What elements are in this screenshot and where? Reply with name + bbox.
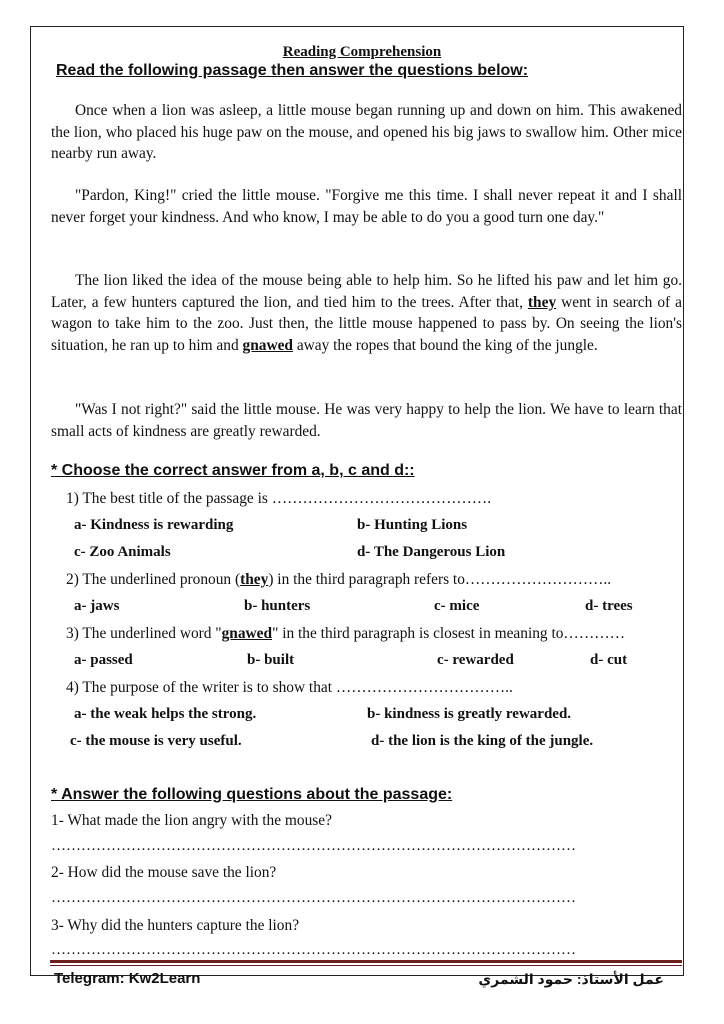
q2-option-d: d- trees [585, 598, 633, 614]
q3-underlined-word: gnawed [221, 625, 273, 642]
mcq-question-1: 1) The best title of the passage is ……………………………………. [66, 490, 492, 507]
answer-line-1: …………………………………………………………………………………………… [51, 838, 576, 854]
q2-underlined-word: they [240, 571, 269, 588]
q3-text-post: " in the third paragraph is closest in meaning to………… [272, 625, 625, 642]
paragraph-2-text: "Pardon, King!" cried the little mouse. "Forgive me this time. I shall never repeat it and I shall never forget your kindness. And who know, I may be able to do you a good turn one day." [51, 187, 682, 226]
answer-line-2: …………………………………………………………………………………………… [51, 890, 576, 906]
passage-paragraph-2 [51, 185, 682, 228]
footer-rule-thin [50, 965, 682, 966]
paragraph-3-text-a: The lion liked the idea of the mouse being able to help him. So he lifted his paw and let him go. Later, a few hunters captured the lion, and tied him to the trees. After that, [51, 272, 682, 311]
mcq-question-2 [66, 571, 611, 589]
answer-line-3: …………………………………………………………………………………………… [51, 942, 576, 958]
mcq-question-4: 4) The purpose of the writer is to show that …………………………….. [66, 679, 513, 696]
q3-option-a: a- passed [74, 652, 133, 668]
underlined-word-they: they [527, 293, 557, 311]
q4-option-d: d- the lion is the king of the jungle. [371, 733, 594, 749]
q4-option-b: b- kindness is greatly rewarded. [367, 706, 572, 722]
q3-text-pre: 3) The underlined word " [66, 625, 222, 642]
q2-text-post: ) in the third paragraph refers to……………………….. [268, 571, 612, 588]
passage-instruction: Read the following passage then answer the questions below: [56, 62, 529, 79]
passage-paragraph-1 [51, 100, 682, 165]
paragraph-4-text: "Was I not right?" said the little mouse. He was very happy to help the lion. We have to learn that small acts of kindness are greatly rewarded. [51, 401, 682, 440]
underlined-word-gnawed: gnawed [242, 336, 293, 354]
q4-option-c: c- the mouse is very useful. [70, 733, 242, 749]
q3-option-b: b- built [247, 652, 295, 668]
q2-option-c: c- mice [434, 598, 480, 614]
q2-option-a: a- jaws [74, 598, 120, 614]
open-question-2: 2- How did the mouse save the lion? [51, 864, 277, 881]
q3-option-c: c- rewarded [437, 652, 514, 668]
q1-option-b: b- Hunting Lions [357, 517, 468, 533]
q4-option-a: a- the weak helps the strong. [74, 706, 257, 722]
mcq-heading: * Choose the correct answer from a, b, c and d:: [51, 462, 415, 479]
q3-option-d: d- cut [590, 652, 628, 668]
passage-paragraph-3 [51, 270, 682, 356]
paragraph-1-text: Once when a lion was asleep, a little mouse began running up and down on him. This awakened the lion, who placed his huge paw on the mouse, and opened his big jaws to swallow him. Other mice nearby run away. [51, 102, 682, 162]
open-question-3: 3- Why did the hunters capture the lion? [51, 917, 300, 934]
open-question-1: 1- What made the lion angry with the mouse? [51, 812, 332, 829]
paragraph-3-text-c: away the ropes that bound the king of the jungle. [292, 336, 598, 354]
open-questions-heading: * Answer the following questions about the passage: [51, 786, 453, 803]
page-title: Reading Comprehension [282, 44, 442, 60]
q2-option-b: b- hunters [244, 598, 311, 614]
q1-option-c: c- Zoo Animals [74, 544, 171, 560]
q2-text-pre: 2) The underlined pronoun ( [66, 571, 241, 588]
footer-rule-thick [50, 960, 682, 963]
footer-telegram: Telegram: Kw2Learn [54, 970, 201, 987]
paragraph-3-text-b: went in search of a wagon to take him to the zoo. Just then, the little mouse happened to pass by. On seeing the lion's situation, he ran up to him and [51, 293, 682, 354]
footer-author: عمل الأستاذ: حمود الشمري [478, 971, 664, 987]
q1-option-d: d- The Dangerous Lion [357, 544, 506, 560]
passage-paragraph-4 [51, 399, 682, 442]
q1-option-a: a- Kindness is rewarding [74, 517, 234, 533]
mcq-question-3 [66, 625, 625, 643]
